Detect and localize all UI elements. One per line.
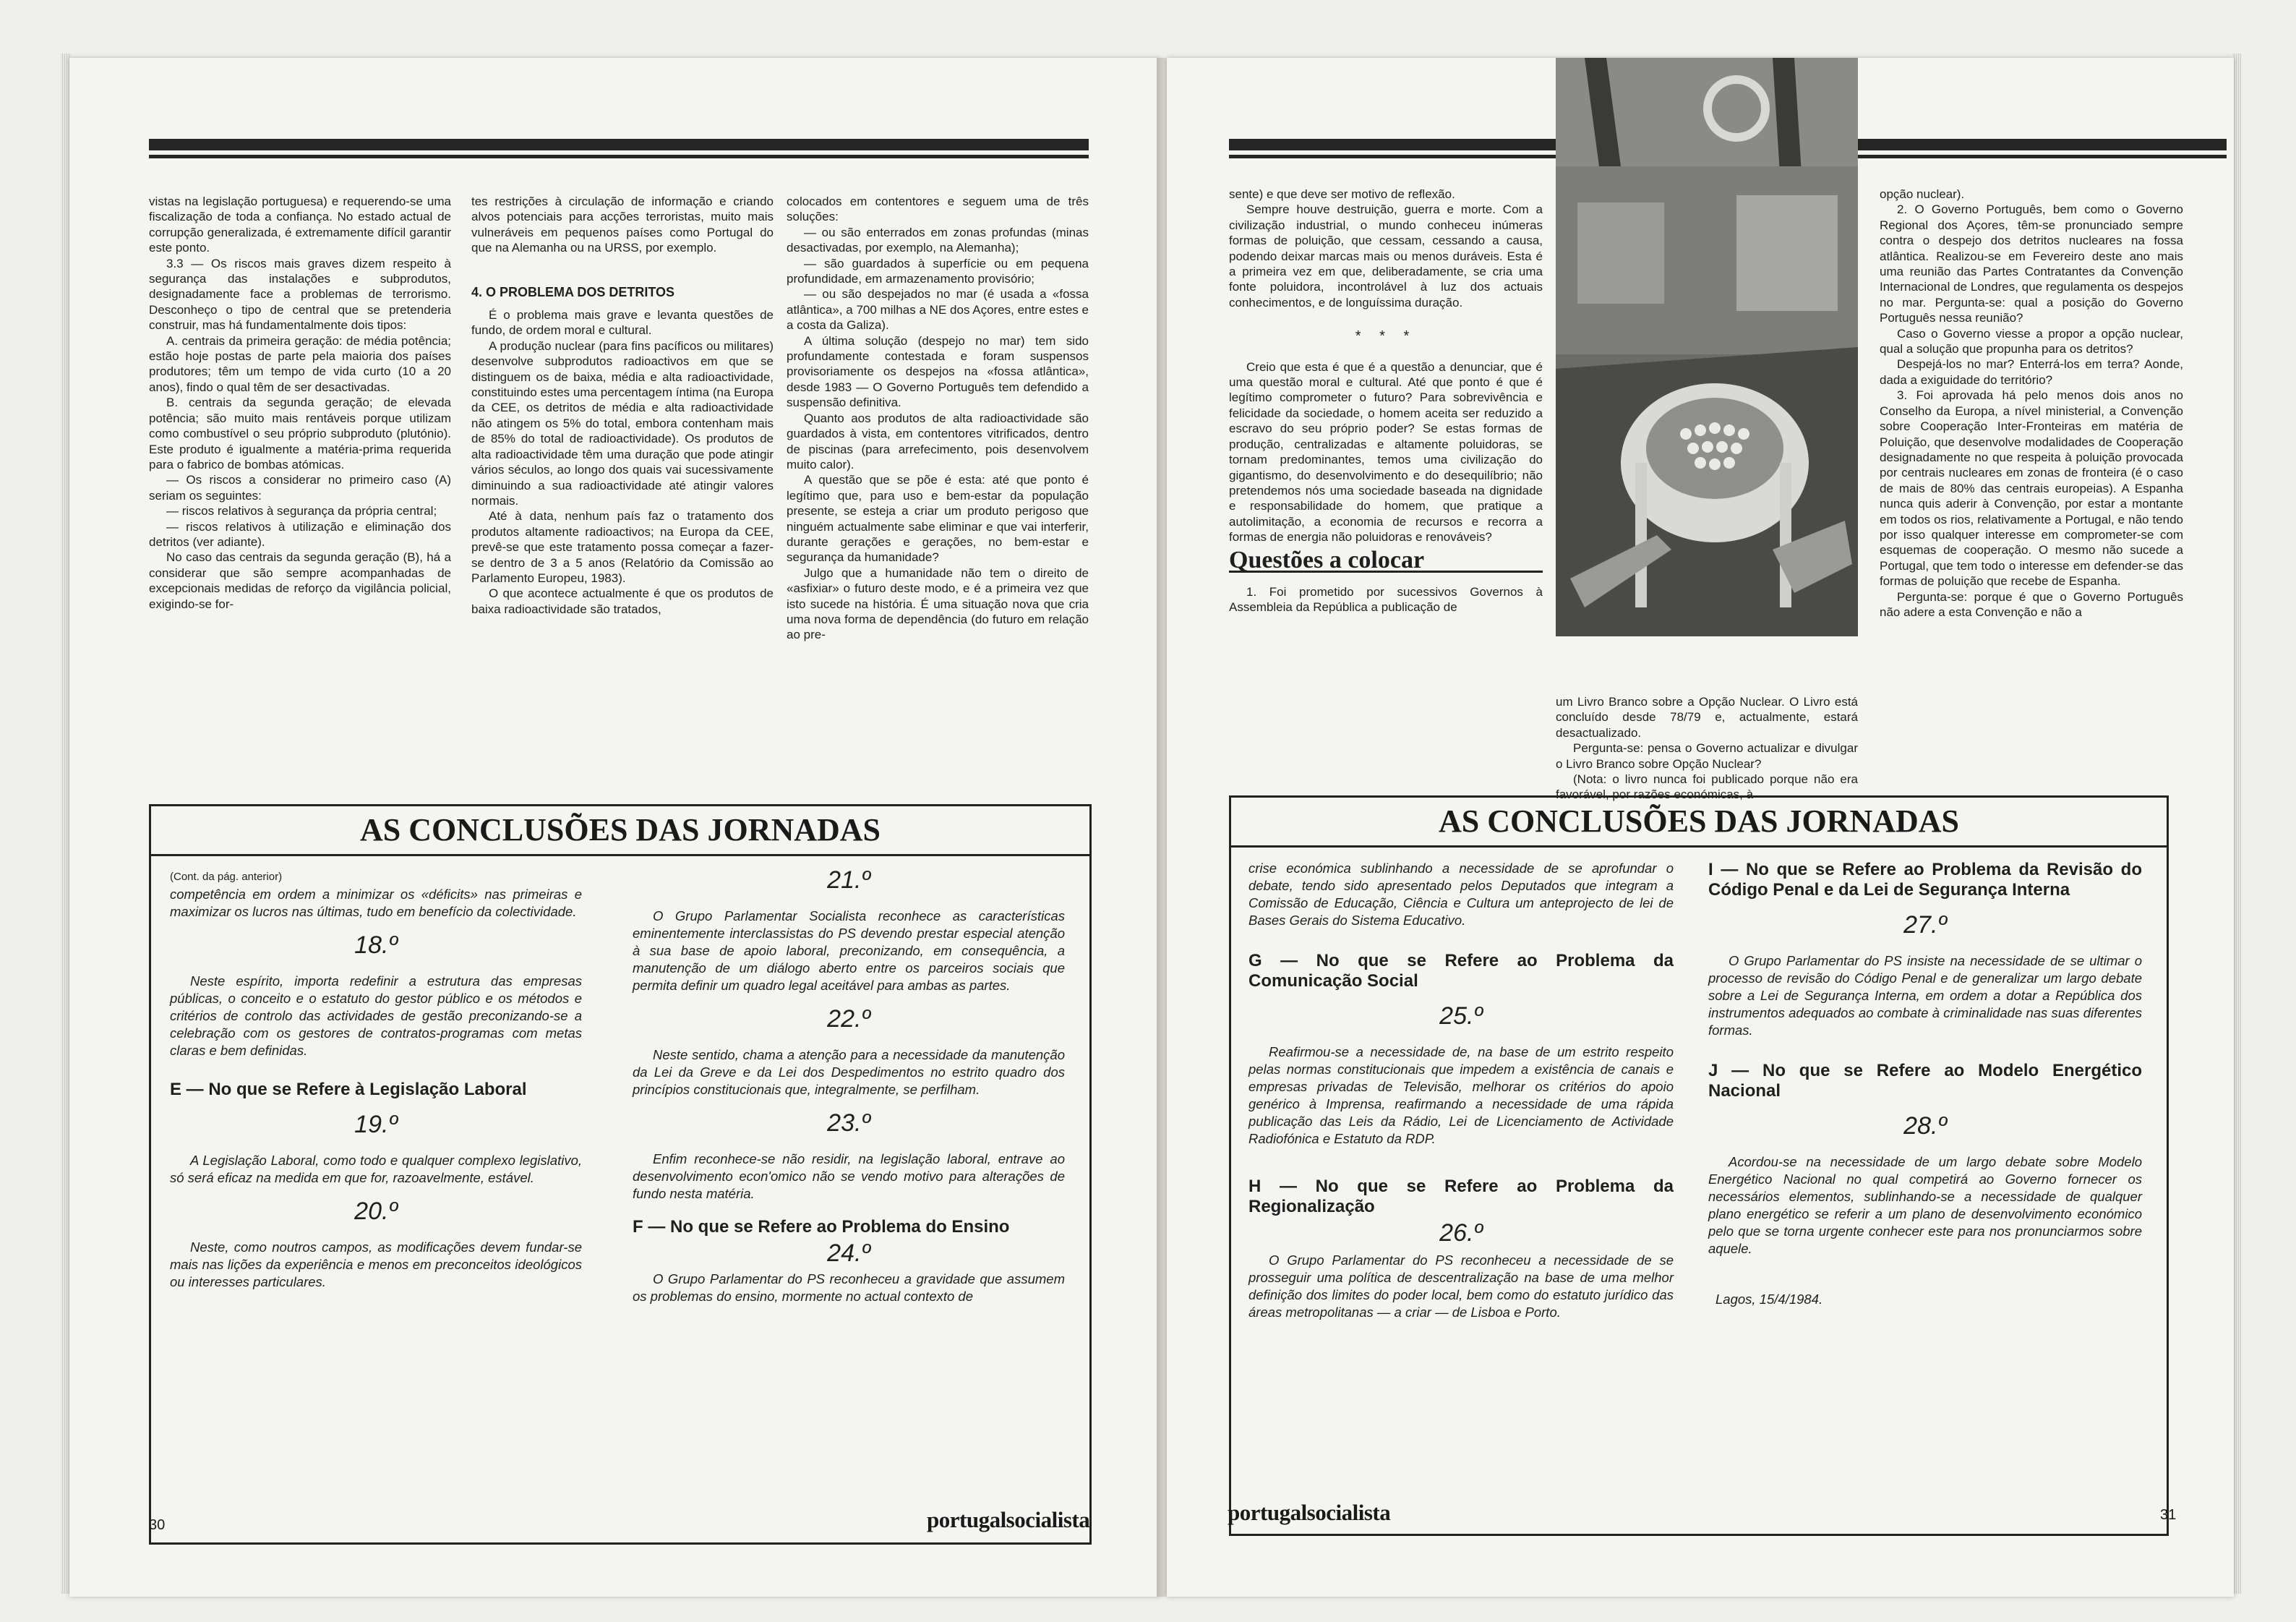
paragraph: Neste sentido, chama a atenção para a necessidade da manutenção da Lei da Greve e da Lei dos Despedimentos no estrito quadro dos princípios constitucionais que, integralmente, se perfilham. [633,1047,1065,1097]
paragraph: Pergunta-se: porque é que o Governo Português não adere a esta Convenção e não a [1880,589,2183,619]
section-heading: G — No que se Refere ao Problema da Comunicação Social [1248,951,1674,991]
reactor-photo-illustration [1556,58,1858,636]
section-heading: I — No que se Refere ao Problema da Revisão do Código Penal e da Lei de Segurança Interna [1708,860,2142,900]
paragraph: 3.3 — Os riscos mais graves dizem respeito à segurança das instalações e subprodutos, designadamente face a problemas de terrorismo. Desconheço o tipo de central que se pretenderia construir, mas há fundamentalmente dois tipos: [149,256,451,333]
article-number: 25.º [1439,1002,1483,1030]
paragraph: — riscos relativos à segurança da própria central; [166,504,437,518]
paragraph: — ou são despejados no mar (é usada a «fossa atlântica», a 700 milhas a NE dos Açores, entre estes e a costa da Galiza). [787,287,1089,333]
paragraph: Julgo que a humanidade não tem o direito de «asfixiar» o futuro deste modo, e é a primeira vez que isto sucede na história. É uma situação nova que cria uma nova forma de dependência (do futuro em relação ao pre- [787,565,1089,642]
right-column-2 [1556,694,1858,803]
paragraph: Sempre houve destruição, guerra e morte. Com a civilização industrial, o mundo conheceu inúmeras formas de poluição, que cessam, cessando a causa, podendo deixar marcas mais ou menos duráveis. Esta é a primeira vez em que, deliberadamente, se cria uma fonte poluidora, incontrolável à luz dos actuais conhecimentos, e de longuíssima duração. [1229,202,1543,310]
section-heading: F — No que se Refere ao Problema do Ensino [633,1217,1010,1237]
paragraph: um Livro Branco sobre a Opção Nuclear. O Livro está concluído desde 78/79 e, actualmente, estará desactualizado. [1556,695,1858,740]
paragraph: colocados em contentores e seguem uma de três soluções: [787,195,1089,224]
section-heading: J — No que se Refere ao Modelo Energético Nacional [1708,1061,2142,1101]
paragraph: Até à data, nenhum país faz o tratamento dos produtos altamente radioactivos; na Europa da CEE, prevê-se que este tratamento possa começar a fazer-se dentro de 3 a 5 anos (Relatório da Comissão ao Parlamento Europeu, 1983). [471,509,774,585]
paragraph: Neste, como noutros campos, as modificações devem fundar-se mais nas lições da experiência e menos em preconceitos ideológicos ou interesses particulares. [170,1239,582,1289]
article-number: 26.º [1439,1219,1483,1247]
right-column-3 [1880,187,2183,620]
paragraph: A última solução (despejo no mar) tem sido profundamente contestada e foram suspensos provisoriamente os despejos na «fossa atlântica», desde 1983 — O Governo Português tem defendido a suspensão definitiva. [787,333,1089,410]
paragraph: 2. O Governo Português, bem como o Governo Regional dos Açores, têm-se pronunciado sempre contra o despejo dos detritos nucleares na fossa atlântica. Realizou-se em Fevereiro deste ano mais uma reunião das Partes Contratantes da Convenção Internacional de Londres, que regulamenta os despejos no mar. Pergunta-se: qual a posição do Governo Português nessa reunião? [1880,202,2183,325]
paragraph: — Os riscos a considerar no primeiro caso (A) seriam os seguintes: [149,473,451,503]
paragraph: Despejá-los no mar? Enterrá-los em terra? Aonde, dada a exiguidade do território? [1880,357,2183,387]
paragraph: Neste espírito, importa redefinir a estrutura das empresas públicas, o conceito e o estatuto do gestor público e os métodos e critérios de controlo das actividades de gestão preconizando-se a celebração com os gestores de contratos-programas com metas claras e bem definidas. [170,973,582,1058]
box-right-column [633,868,1065,1308]
paragraph: Caso o Governo viesse a propor a opção nuclear, qual a solução que propunha para os detritos? [1880,326,2183,357]
article-number: 24.º [827,1239,870,1267]
paragraph: O Grupo Parlamentar do PS insiste na necessidade de se ultimar o processo de revisão do Código Penal e de generalizar um largo debate sobre a Lei de Segurança Interna, em ordem a dotar a República dos instrumentos adequados ao combate à criminalidade nas suas diferentes formas. [1708,953,2142,1038]
paragraph: A. centrais da primeira geração: de média potência; estão hoje postas de parte pela maioria dos países produtores; têm um tempo de vida curto (10 a 20 anos), findo o qual têm de ser desactivadas. [149,333,451,394]
right-column-1 [1229,187,1543,615]
paragraph: opção nuclear). [1880,187,1965,201]
article-number: 22.º [827,1005,870,1033]
box-title: AS CONCLUSÕES DAS JORNADAS [151,806,1089,856]
section-heading: H — No que se Refere ao Problema da Regionalização [1248,1177,1674,1216]
article-number: 18.º [354,931,398,959]
article-number: 23.º [827,1109,870,1137]
paragraph: É o problema mais grave e levanta questões de fundo, de ordem moral e cultural. [471,308,774,338]
box-title: AS CONCLUSÕES DAS JORNADAS [1231,798,2167,848]
paragraph: B. centrais da segunda geração; de elevada potência; são muito mais rentáveis porque utilizam como combustível o seu próprio subproduto (plutónio). Este produto é igualmente a matéria-prima requerida para o fabrico de bombas atómicas. [149,396,451,471]
signoff-date: Lagos, 15/4/1984. [1715,1292,1823,1307]
left-page [69,58,1161,1597]
paragraph: O Grupo Parlamentar Socialista reconhece as características eminentemente interclassistas do PS devendo prestar especial atenção à sua base de apoio laboral, preconizando, em consequência, a manutenção de um diálogo aberto entre os parceiros sociais que permita definir um quadro legal aceitável para ambas as partes. [633,908,1065,993]
continuation-note: (Cont. da pág. anterior) [170,871,283,883]
paragraph: tes restrições à circulação de informação e criando alvos potenciais para acções terroristas, muito mais vulneráveis em pequenos países como Portugal do que na Alemanha ou na URSS, por exemplo. [471,195,774,255]
masthead-logo: portugalsocialista [927,1507,1090,1532]
paragraph: 3. Foi aprovada há pelo menos dois anos no Conselho da Europa, a nível ministerial, a Convenção sobre Cooperação Inter-Fronteiras em matéria de Poluição, que desenvolve modalidades de Cooperação designadamente no que respeita à poluição provocada por centrais nucleares em zonas de fronteira (é o caso de mais de 80% das centrais europeias). A Espanha nunca quis aderir à Convenção, por estar a montante em todos os rios, relativamente a Portugal, e não tendo por isso qualquer interesse em comprometer-se com esquemas de cooperação. O mesmo não sucede a Portugal, que tem todo o interesse em defender-se das formas de poluição que recebe de Espanha. [1880,388,2183,589]
box-left-column [170,868,582,1294]
left-column-3 [787,194,1089,643]
box-left-column [1248,860,1674,1324]
paragraph: Creio que esta é que é a questão a denunciar, que é uma questão moral e cultural. Até que ponto é que é legítimo comprometer o futuro? Para sobrevivência e felicidade da sociedade, o homem aceita ser reduzido a escravo do seu próprio poder? Se estas formas de produção, centralizadas e altamente poluidoras, se tornam predominantes, temos uma civilização do gigantismo, do desenvolvimento e do desequilíbrio; não pretendemos nós uma sociedade baseada na dignidade e responsabilidade do homem, que pratique a autolimitação, a economia de recursos e recorra a formas de energia não poluidoras e renováveis? [1229,359,1543,545]
section-heading: Questões a colocar [1229,552,1543,573]
section-heading: 4. O PROBLEMA DOS DETRITOS [471,284,675,299]
paragraph: crise económica sublinhando a necessidade de se aprofundar o debate, tendo sido apresentado pelos Deputados que integram a Comissão de Educação, Ciência e Cultura um anteprojecto de lei de Bases Gerais do Sistema Educativo. [1248,861,1674,928]
paragraph: Reafirmou-se a necessidade de, na base de um estrito respeito pelas normas constitucionais que impedem a existência de canais e empresas privadas de Televisão, melhorar os critérios do apoio genérico à Imprensa, reafirmando a necessidade de uma rápida publicação das Leis da Rádio, Lei de Licenciamento de Actividade Radiofónica e Estatuto da RDP. [1248,1044,1674,1146]
conclusions-box-left [149,804,1092,1545]
article-number: 21.º [827,866,870,894]
paragraph: No caso das centrais da segunda geração (B), há a considerar que são sempre acompanhadas de excepcionais medidas de reforço da vigilância policial, exigindo-se for- [149,550,451,611]
left-column-1 [149,194,451,612]
article-number: 27.º [1903,911,1947,939]
article-number: 19.º [354,1111,398,1138]
conclusions-box-right [1229,795,2169,1536]
paragraph: (Nota: o livro nunca foi publicado porque não era favorável, por razões económicas, à [1556,772,1858,802]
reactor-photo [1556,58,1858,636]
left-column-2 [471,194,774,617]
paragraph: — são guardados à superfície ou em pequena profundidade, em armazenamento provisório; [787,256,1089,286]
paragraph: Pergunta-se: pensa o Governo actualizar e divulgar o Livro Branco sobre Opção Nuclear? [1556,741,1858,771]
paragraph: Quanto aos produtos de alta radioactividade são guardados à vista, em contentores vitrificados, dentro de piscinas (para arrefecimento, pois desenvolvem muito calor). [787,411,1089,471]
paragraph: O Grupo Parlamentar do PS reconheceu a necessidade de se prosseguir uma política de descentralização na base de uma melhor definição dos limites do poder local, bem como do estatuto jurídico das áreas metropolitanas — a criar — de Lisboa e Porto. [1248,1252,1674,1320]
page-number: 31 [2160,1507,2177,1523]
page-number: 30 [149,1517,166,1533]
paragraph: A questão que se põe é esta: até que ponto é legítimo que, para uso e bem-estar da população presente, se esteja a criar um produto perigoso que ninguém actualmente sabe eliminar e que vai interferir, durante gerações e gerações, no bem-estar e segurança da humanidade? [787,473,1089,565]
paragraph: competência em ordem a minimizar os «déficits» nas primeiras e maximizar os lucros nas últimas, tudo em benefício da colectividade. [170,887,582,919]
paragraph: A Legislação Laboral, como todo e qualquer complexo legislativo, só será eficaz na medida em que for, razoavelmente, estável. [170,1153,582,1185]
top-rule-thick [149,139,1089,150]
paragraph: A produção nuclear (para fins pacíficos ou militares) desenvolve subprodutos radioactivos em que se distinguem os de baixa, média e alta radioactividade, constituindo estes uma percentagem íntima (na Europa da CEE, os detritos de média e alta radioactividade não atingem os 5% do total, embora contenham mais de 85% do total de radioactividade). Os produtos de alta radioactividade têm uma duração que pode atingir vários séculos, ao longo dos quais vai sucessivamente diminuindo a sua radioactividade até atingir valores normais. [471,338,774,508]
paragraph: Enfim reconhece-se não residir, na legislação laboral, entrave ao desenvolvimento econ'omico não se vendo motivo para alterações de fundo nesta matéria. [633,1151,1065,1201]
paragraph: O Grupo Parlamentar do PS reconheceu a gravidade que assumem os problemas do ensino, mormente no actual contexto de [633,1271,1065,1304]
section-heading: E — No que se Refere à Legislação Laboral [170,1080,527,1099]
masthead-logo: portugalsocialista [1228,1500,1391,1525]
paragraph: sente) e que deve ser motivo de reflexão. [1229,187,1455,201]
article-number: 20.º [354,1198,398,1225]
box-right-column [1708,860,2142,1308]
paragraph: vistas na legislação portuguesa) e requerendo-se uma fiscalização de toda a confiança. No estado actual de corrupção generalizada, é extremamente difícil garantir este ponto. [149,195,451,255]
section-divider-stars: * * * [1355,328,1417,345]
article-number: 28.º [1903,1112,1947,1140]
paragraph: 1. Foi prometido por sucessivos Governos à Assembleia da República a publicação de [1229,584,1543,615]
paragraph: Acordou-se na necessidade de um largo debate sobre Modelo Energético Nacional no qual competirá ao Governo fornecer os necessários elementos, sublinhando-se a necessidade de qualquer plano energético se referir a um plano de desenvolvimento económico pelo que se torna urgente conhecer este para nos pronunciarmos sobre aquele. [1708,1154,2142,1256]
right-page [1167,58,2234,1597]
paragraph: — ou são enterrados em zonas profundas (minas desactivadas, por exemplo, na Alemanha); [787,225,1089,255]
paragraph: O que acontece actualmente é que os produtos de baixa radioactividade são tratados, [471,586,774,616]
top-rule-thin [149,155,1089,158]
paragraph: — riscos relativos à utilização e eliminação dos detritos (ver adiante). [149,519,451,549]
